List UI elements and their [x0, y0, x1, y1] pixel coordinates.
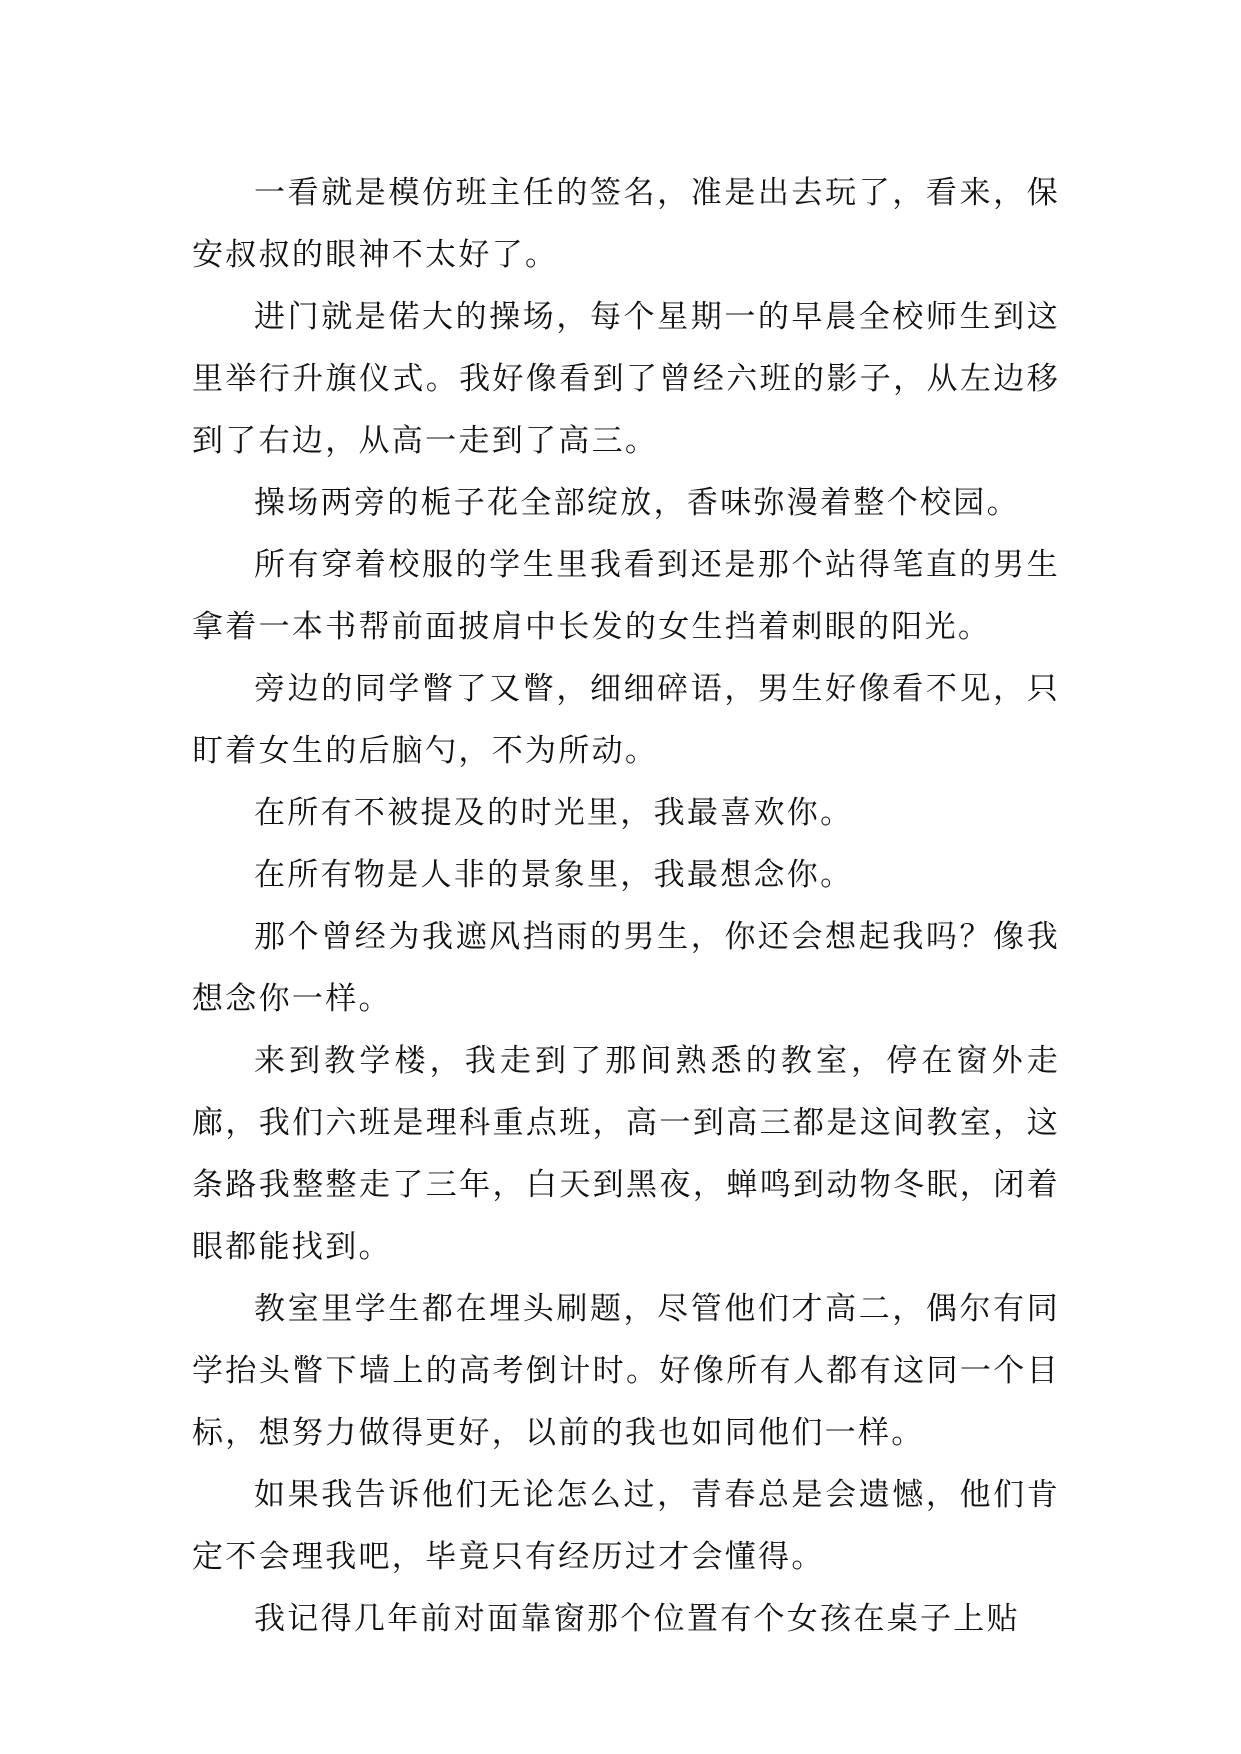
- paragraph: 来到教学楼，我走到了那间熟悉的教室，停在窗外走廊，我们六班是理科重点班，高一到高三都是这间教室，这条路我整整走了三年，白天到黑夜，蝉鸣到动物冬眠，闭着眼都能找到。: [192, 1043, 1060, 1265]
- paragraph: 操场两旁的栀子花全部绽放，香味弥漫着整个校园。: [254, 485, 1020, 521]
- paragraph: 所有穿着校服的学生里我看到还是那个站得笔直的男生拿着一本书帮前面披肩中长发的女生挡着刺眼的阳光。: [192, 547, 1060, 645]
- body-text: [192, 162, 1060, 1650]
- paragraph: 一看就是模仿班主任的签名，准是出去玩了，看来，保安叔叔的眼神不太好了。: [192, 175, 1060, 273]
- paragraph: 进门就是偌大的操场，每个星期一的早晨全校师生到这里举行升旗仪式。我好像看到了曾经六班的影子，从左边移到了右边，从高一走到了高三。: [192, 299, 1060, 459]
- paragraph: 在所有不被提及的时光里，我最喜欢你。: [254, 795, 854, 831]
- paragraph: 如果我告诉他们无论怎么过，青春总是会遗憾，他们肯定不会理我吧，毕竟只有经历过才会懂得。: [192, 1477, 1060, 1575]
- paragraph: 我记得几年前对面靠窗那个位置有个女孩在桌子上贴: [254, 1601, 1020, 1637]
- paragraph: 旁边的同学瞥了又瞥，细细碎语，男生好像看不见，只盯着女生的后脑勺，不为所动。: [192, 671, 1060, 769]
- paragraph: 教室里学生都在埋头刷题，尽管他们才高二，偶尔有同学抬头瞥下墙上的高考倒计时。好像所有人都有这同一个目标，想努力做得更好，以前的我也如同他们一样。: [192, 1291, 1060, 1451]
- paragraph: 在所有物是人非的景象里，我最想念你。: [254, 857, 854, 893]
- paragraph: 那个曾经为我遮风挡雨的男生，你还会想起我吗？像我想念你一样。: [192, 919, 1060, 1017]
